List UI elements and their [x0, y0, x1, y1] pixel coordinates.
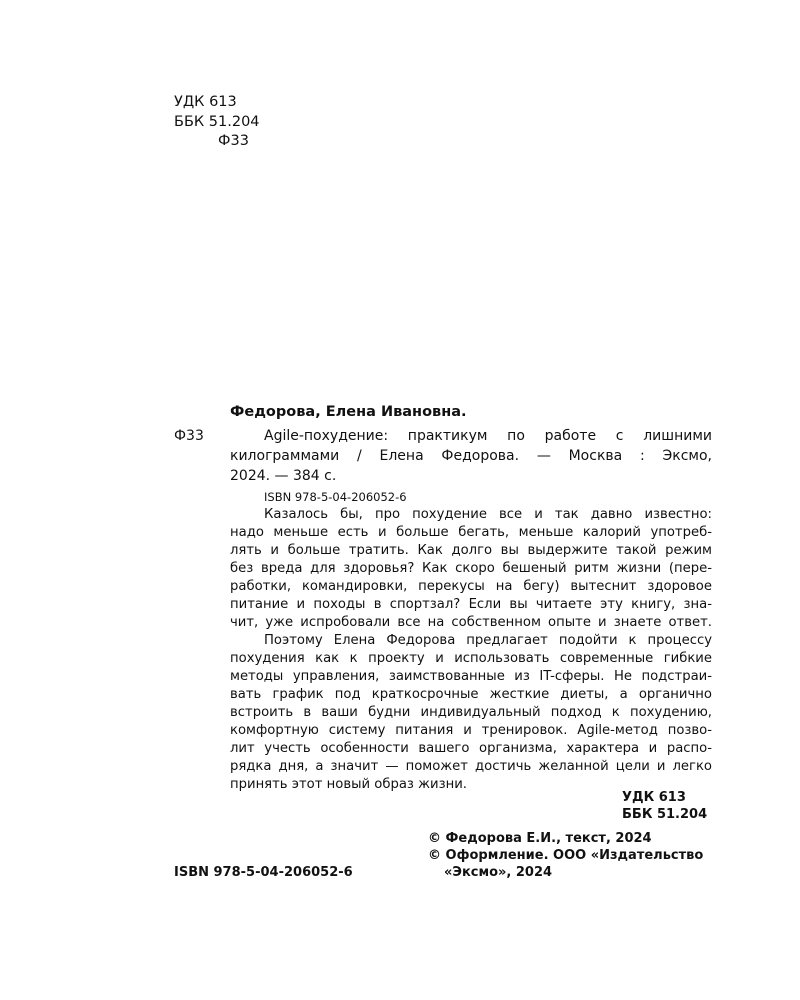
- copyright-line: © Федорова Е.И., текст, 2024: [428, 831, 652, 846]
- bbk-code-bottom: ББК 51.204: [622, 807, 708, 822]
- annotation-line: лит учесть особенности вашего организма, характера и распо-: [230, 741, 712, 756]
- annotation-line: методы управления, заимствованные из IT-сферы. Не подстраи-: [230, 669, 712, 684]
- annotation-line: вать график под краткосрочные жесткие диеты, а органично: [230, 687, 712, 702]
- title-line: 2024. — 384 с.: [230, 468, 337, 484]
- author-mark-entry: Ф33: [174, 428, 204, 444]
- author-mark-top: Ф33: [218, 133, 249, 149]
- annotation-line: комфортную систему питания и тренировок. Agile-метод позво-: [230, 723, 712, 738]
- isbn-entry: ISBN 978-5-04-206052-6: [264, 490, 407, 504]
- udk-code-bottom: УДК 613: [622, 790, 686, 805]
- copyright-line: © Оформление. ООО «Издательство: [428, 848, 704, 863]
- udk-code-top: УДК 613: [174, 94, 237, 110]
- annotation-line: похудения как к проекту и использовать современные гибкие: [230, 651, 712, 666]
- annotation-line: Казалось бы, про похудение все и так давно известно:: [264, 507, 712, 522]
- title-line: килограммами / Елена Федорова. — Москва : Эксмо,: [230, 448, 712, 464]
- annotation-line: надо меньше есть и больше бегать, меньше калорий употреб-: [230, 525, 712, 540]
- annotation-line: работки, командировки, перекусы на бегу) вытеснит здоровое: [230, 579, 712, 594]
- isbn-bottom: ISBN 978-5-04-206052-6: [174, 865, 353, 880]
- author-heading: Федорова, Елена Ивановна.: [230, 404, 467, 420]
- annotation-line: Поэтому Елена Федорова предлагает подойти к процессу: [264, 633, 712, 648]
- bbk-code-top: ББК 51.204: [174, 114, 260, 130]
- annotation-line: питание и походы в спортзал? Если вы читаете эту книгу, зна-: [230, 597, 712, 612]
- annotation-line: чит, уже испробовали все на собственном опыте и знаете ответ.: [230, 615, 712, 630]
- annotation-line: встроить в ваши будни индивидуальный подход к похудению,: [230, 705, 712, 720]
- title-line: Agile-похудение: практикум по работе с лишними: [264, 428, 712, 444]
- copyright-line: «Эксмо», 2024: [444, 865, 553, 880]
- annotation-line: без вреда для здоровья? Как скоро бешеный ритм жизни (пере-: [230, 561, 712, 576]
- annotation-line: лять и больше тратить. Как долго вы выдержите такой режим: [230, 543, 712, 558]
- annotation-line: принять этот новый образ жизни.: [230, 777, 467, 792]
- annotation-line: рядка дня, а значит — поможет достичь желанной цели и легко: [230, 759, 712, 774]
